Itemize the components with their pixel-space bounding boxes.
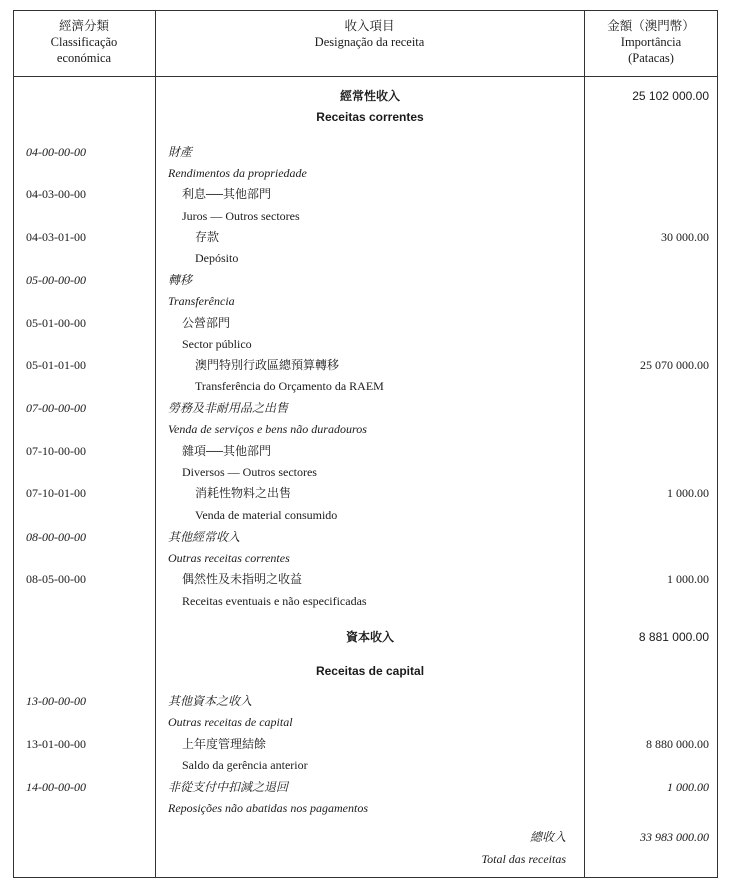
classification-code: 05-00-00-00 [26,273,86,287]
revenue-designation: Reposições não abatidas nos pagamentos [168,801,368,815]
revenue-designation: 轉移 [168,273,193,287]
revenue-designation: 財產 [168,145,193,159]
header-text: 收入項目 [344,19,395,33]
classification-code: 07-00-00-00 [26,401,86,415]
header-text: Designação da receita [314,35,425,49]
revenue-designation: Venda de serviços e bens não duradouros [168,422,367,436]
amount-value: 25 070 000.00 [640,358,709,372]
section-title: 經常性收入 [339,89,400,103]
classification-code: 13-01-00-00 [26,737,86,751]
header-amount [584,18,718,66]
amount-value: 8 881 000.00 [638,630,709,644]
header-text: 經濟分類 [58,19,109,33]
revenue-designation: Juros — Outros sectores [182,209,300,223]
amount-value: 1 000.00 [667,780,709,794]
revenue-designation: Receitas eventuais e não especificadas [182,594,367,608]
revenue-designation: 偶然性及未指明之收益 [182,572,303,586]
revenue-designation: 利息──其他部門 [182,187,272,201]
revenue-designation: Depósito [195,251,239,265]
classification-code: 04-00-00-00 [26,145,86,159]
revenue-designation: 存款 [195,230,220,244]
revenue-designation: 澳門特別行政區總預算轉移 [195,358,340,372]
total-label: Total das receitas [481,852,566,866]
classification-code: 05-01-01-00 [26,358,86,372]
header-text: Importância [620,35,682,49]
total-amount: 33 983 000.00 [640,830,709,844]
revenue-designation: 其他資本之收入 [168,694,253,708]
revenue-designation: Outras receitas de capital [168,715,293,729]
header-text: 金額（澳門幣） [607,19,695,33]
total-label: 總收入 [529,830,566,844]
classification-code: 08-00-00-00 [26,530,86,544]
table-frame [13,10,718,878]
classification-code: 07-10-00-00 [26,444,86,458]
revenue-designation: 消耗性物料之出售 [195,486,292,500]
classification-code: 14-00-00-00 [26,780,86,794]
header-designation [155,18,584,50]
classification-code: 07-10-01-00 [26,486,86,500]
amount-value: 1 000.00 [667,572,709,586]
header-text: Classificação [50,35,118,49]
revenue-designation: 非從支付中扣減之退回 [168,780,289,794]
revenue-designation: 雜項──其他部門 [182,444,272,458]
revenue-designation: Transferência do Orçamento da RAEM [195,379,384,393]
classification-code: 08-05-00-00 [26,572,86,586]
classification-code: 04-03-01-00 [26,230,86,244]
revenue-designation: Rendimentos da propriedade [168,166,307,180]
amount-value: 30 000.00 [661,230,709,244]
revenue-designation: Saldo da gerência anterior [182,758,308,772]
amount-value: 25 102 000.00 [632,89,709,103]
classification-code: 05-01-00-00 [26,316,86,330]
classification-code: 13-00-00-00 [26,694,86,708]
section-title: 資本收入 [345,630,394,644]
revenue-designation: Transferência [168,294,235,308]
column-divider [155,10,156,878]
header-text: (Patacas) [628,51,674,65]
revenue-designation: 公營部門 [182,316,231,330]
revenue-designation: 上年度管理結餘 [182,737,267,751]
revenue-designation: 其他經常收入 [168,530,241,544]
revenue-designation: Diversos — Outros sectores [182,465,317,479]
revenue-designation: Outras receitas correntes [168,551,290,565]
revenue-designation: 勞務及非耐用品之出售 [168,401,289,415]
section-title: Receitas de capital [315,664,425,678]
amount-value: 8 880 000.00 [646,737,709,751]
revenue-designation: Sector público [182,337,252,351]
header-divider [13,76,718,77]
section-title: Receitas correntes [316,110,424,124]
column-divider [584,10,585,878]
revenue-designation: Venda de material consumido [195,508,338,522]
amount-value: 1 000.00 [667,486,709,500]
header-text: económica [56,51,112,65]
header-classification [13,18,155,66]
classification-code: 04-03-00-00 [26,187,86,201]
